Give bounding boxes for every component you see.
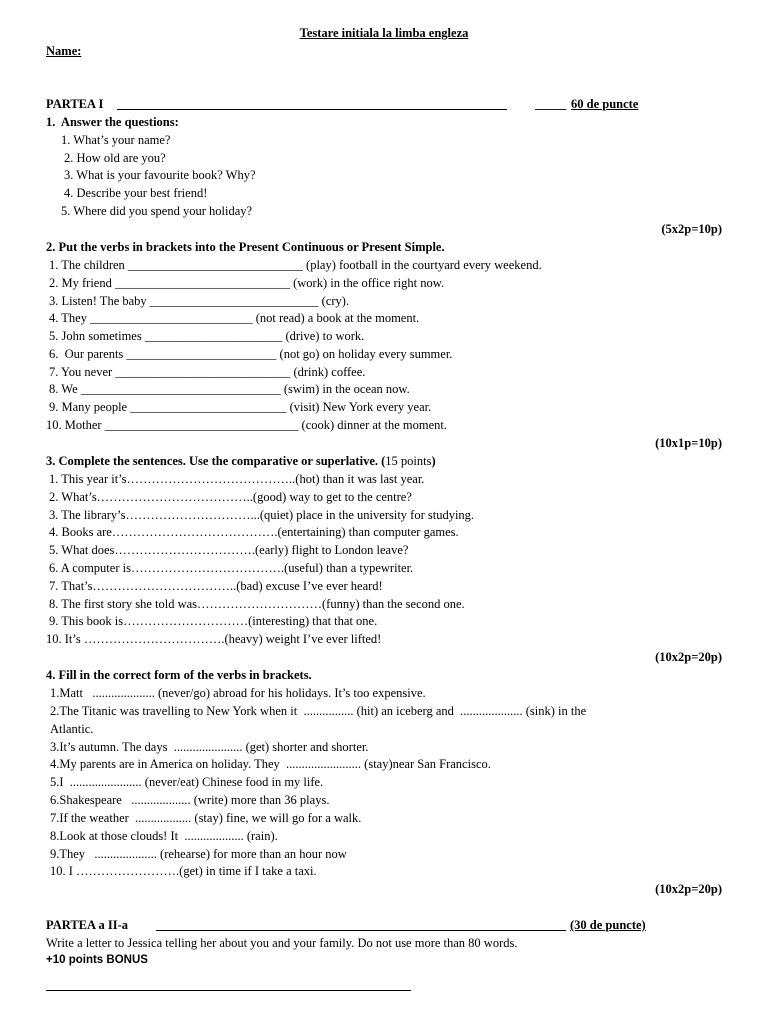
exercise-item: 2.The Titanic was travelling to New York when it ................ (hit) an iceberg and .................... (sink) in the [50, 704, 587, 718]
section4-heading: 4. Fill in the correct form of the verbs in brackets. [46, 668, 312, 682]
section1-heading: 1. Answer the questions: [46, 115, 179, 129]
section3-score: (10x2p=20p) [655, 650, 722, 664]
exercise-item: 3. The library’s…………………………...(quiet) place in the university for studying. [49, 508, 475, 522]
exercise-item: 9. This book is…………………………(interesting) that that one. [49, 614, 378, 628]
question-item: 2. How old are you? [64, 151, 166, 165]
question-item: 5. Where did you spend your holiday? [61, 204, 253, 218]
exercise-item: 4. They __________________________ (not read) a book at the moment. [49, 311, 420, 325]
exercise-item: 8. The first story she told was…………………………(funny) than the second one. [49, 597, 465, 611]
section3-heading [46, 453, 436, 469]
question-item: 1. What’s your name? [61, 133, 171, 147]
exercise-item: 5.I ....................... (never/eat) Chinese food in my life. [50, 775, 324, 789]
part2-instruction: Write a letter to Jessica telling her about you and your family. Do not use more than 80 words. [46, 936, 518, 950]
exercise-item: 6. A computer is……………………………….(useful) than a typewriter. [49, 561, 414, 575]
exercise-item: 3. Listen! The baby ___________________________ (cry). [49, 294, 350, 308]
exercise-item: 7.If the weather .................. (stay) fine, we will go for a walk. [50, 811, 362, 825]
part2-points: (30 de puncte) [570, 918, 646, 932]
exercise-item: 10. Mother _______________________________ (cook) dinner at the moment. [46, 418, 447, 432]
part1-points-fill: _____ [535, 97, 567, 111]
page-title: Testare initiala la limba engleza [299, 26, 469, 40]
name-label: Name: [46, 44, 82, 58]
exercise-item: 6. Our parents ________________________ (not go) on holiday every summer. [49, 347, 453, 361]
part2-rule [156, 930, 566, 931]
section2-score: (10x1p=10p) [655, 436, 722, 450]
exercise-item: 9. Many people _________________________ (visit) New York every year. [49, 400, 432, 414]
exercise-item: 8.Look at those clouds! It ................... (rain). [50, 829, 278, 843]
part2-label: PARTEA a II-a [46, 918, 128, 932]
exercise-item: 7. That’s……………………………..(bad) excuse I’ve ever heard! [49, 579, 383, 593]
exercise-item: 3.It’s autumn. The days ...................... (get) shorter and shorter. [50, 740, 369, 754]
exercise-item: 1. This year it’s…………………………………..(hot) than it was last year. [49, 472, 425, 486]
section2-heading: 2. Put the verbs in brackets into the Present Continuous or Present Simple. [46, 240, 445, 254]
section3-heading-end: ) [431, 454, 436, 468]
section3-heading-main: 3. Complete the sentences. Use the comparative or superlative. ( [46, 454, 386, 468]
exercise-item: 1.Matt .................... (never/go) abroad for his holidays. It’s too expensive. [50, 686, 426, 700]
part1-points: 60 de puncte [571, 97, 639, 111]
bonus-note: +10 points BONUS [46, 954, 148, 966]
part1-rule [117, 109, 507, 110]
exercise-item: 2. My friend ____________________________ (work) in the office right now. [49, 276, 445, 290]
exercise-item: 4.My parents are in America on holiday. They ........................ (stay)near San Francisco. [50, 757, 491, 771]
exercise-item: 5. John sometimes ______________________ (drive) to work. [49, 329, 365, 343]
question-item: 3. What is your favourite book? Why? [64, 168, 256, 182]
part1-label: PARTEA I [46, 97, 104, 111]
exercise-item: 10. It’s …………………………….(heavy) weight I’ve ever lifted! [46, 632, 382, 646]
exercise-item: 4. Books are………………………………….(entertaining) than computer games. [49, 525, 459, 539]
exercise-item: 9.They .................... (rehearse) for more than an hour now [50, 847, 347, 861]
exercise-item: 5. What does…………………………….(early) flight to London leave? [49, 543, 409, 557]
question-item: 4. Describe your best friend! [64, 186, 208, 200]
section1-score: (5x2p=10p) [661, 222, 722, 236]
exercise-item: 6.Shakespeare ................... (write) more than 36 plays. [50, 793, 330, 807]
exercise-item: 1. The children ____________________________ (play) football in the courtyard every weekend. [49, 258, 542, 272]
section3-heading-note: 15 points [385, 454, 432, 468]
exercise-item: 8. We ________________________________ (swim) in the ocean now. [49, 382, 410, 396]
exercise-item: 7. You never ____________________________ (drink) coffee. [49, 365, 366, 379]
section4-score: (10x2p=20p) [655, 882, 722, 896]
exercise-item: 2. What’s………………………………..(good) way to get to the centre? [49, 490, 412, 504]
answer-line[interactable] [46, 990, 411, 991]
exercise-item: 10. I …………………….(get) in time if I take a taxi. [50, 864, 317, 878]
exercise-item: Atlantic. [50, 722, 94, 736]
